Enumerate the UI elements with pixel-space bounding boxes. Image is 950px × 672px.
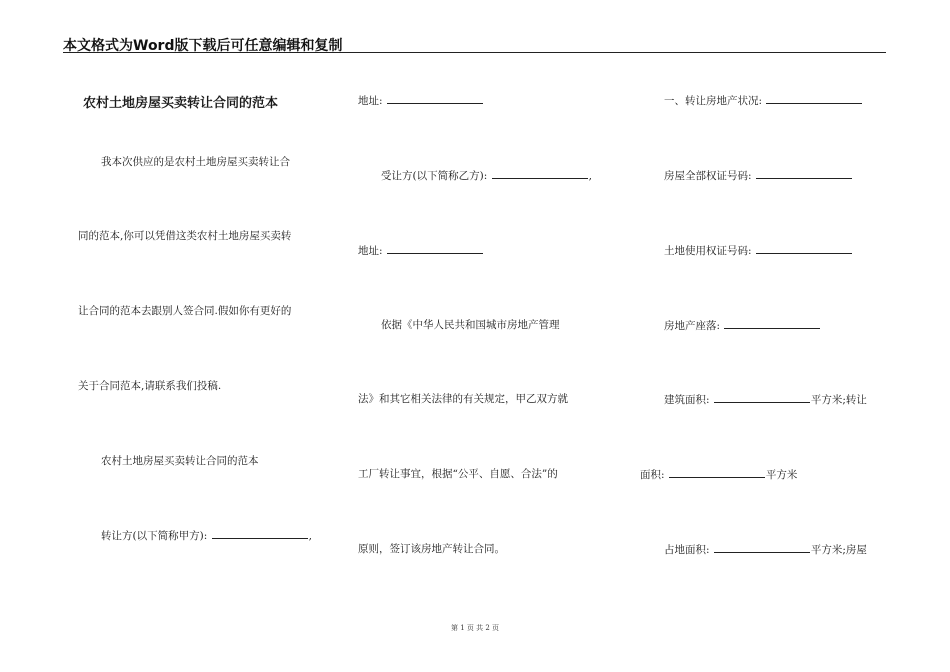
intro-line-3: 让合同的范本去跟别人签合同.假如你有更好的	[78, 305, 292, 317]
area-unit: 平方米	[765, 469, 798, 481]
land-area-unit: 平方米;房屋	[810, 544, 867, 556]
land-cert-line	[664, 243, 853, 258]
building-area-line	[664, 392, 867, 407]
intro-line-4: 关于合同范本,请联系我们投稿.	[78, 380, 222, 392]
location-label: 房地产座落:	[664, 320, 721, 332]
page-footer: 第 1 页 共 2 页	[450, 624, 500, 632]
address-2-blank	[387, 243, 483, 254]
area-label: 面积:	[640, 469, 665, 481]
house-cert-line	[664, 168, 853, 183]
address-2-label: 地址:	[358, 245, 383, 257]
basis-line-2: 法》和其它相关法律的有关规定，甲乙双方就	[358, 393, 568, 405]
transferee-comma: ,	[588, 170, 592, 182]
house-cert-label: 房屋全部权证号码:	[664, 170, 752, 182]
property-status-label: 一、转让房地产状况:	[664, 95, 763, 107]
address-1-blank	[387, 93, 483, 104]
land-cert-blank	[756, 243, 852, 254]
basis-line-4: 原则，签订该房地产转让合同。	[358, 543, 505, 555]
transferor-blank	[212, 528, 308, 539]
basis-line-3: 工厂转让事宜，根据“公平、自愿、合法”的	[358, 468, 558, 480]
transferee-label: 受让方(以下简称乙方):	[381, 170, 488, 182]
address-1-line	[358, 93, 484, 108]
transferor-comma: ,	[308, 530, 312, 542]
transferee-blank	[492, 168, 588, 179]
location-line	[664, 318, 821, 333]
land-area-blank	[714, 542, 810, 553]
property-status-line	[664, 93, 863, 108]
intro-line-2: 同的范本,你可以凭借这类农村土地房屋买卖转	[78, 230, 292, 242]
area-line	[640, 467, 797, 482]
transferor-line	[101, 528, 312, 543]
building-area-unit: 平方米;转让	[810, 394, 867, 406]
building-area-blank	[714, 392, 810, 403]
land-cert-label: 土地使用权证号码:	[664, 245, 752, 257]
transferor-label: 转让方(以下简称甲方):	[101, 530, 208, 542]
document-title: 农村土地房屋买卖转让合同的范本	[83, 96, 279, 111]
area-blank	[669, 467, 765, 478]
house-cert-blank	[756, 168, 852, 179]
land-area-line	[664, 542, 867, 557]
basis-line-1: 依据《中华人民共和国城市房地产管理	[381, 319, 560, 331]
location-blank	[724, 318, 820, 329]
intro-line-1: 我本次供应的是农村土地房屋买卖转让合	[101, 156, 290, 168]
transferee-line	[381, 168, 592, 183]
building-area-label: 建筑面积:	[664, 394, 710, 406]
banner-divider	[63, 52, 886, 53]
download-banner: 本文格式为Word版下载后可任意编辑和复制	[63, 38, 343, 54]
address-2-line	[358, 243, 484, 258]
contract-subtitle: 农村土地房屋买卖转让合同的范本	[101, 455, 259, 467]
address-1-label: 地址:	[358, 95, 383, 107]
land-area-label: 占地面积:	[664, 544, 710, 556]
property-status-blank	[766, 93, 862, 104]
